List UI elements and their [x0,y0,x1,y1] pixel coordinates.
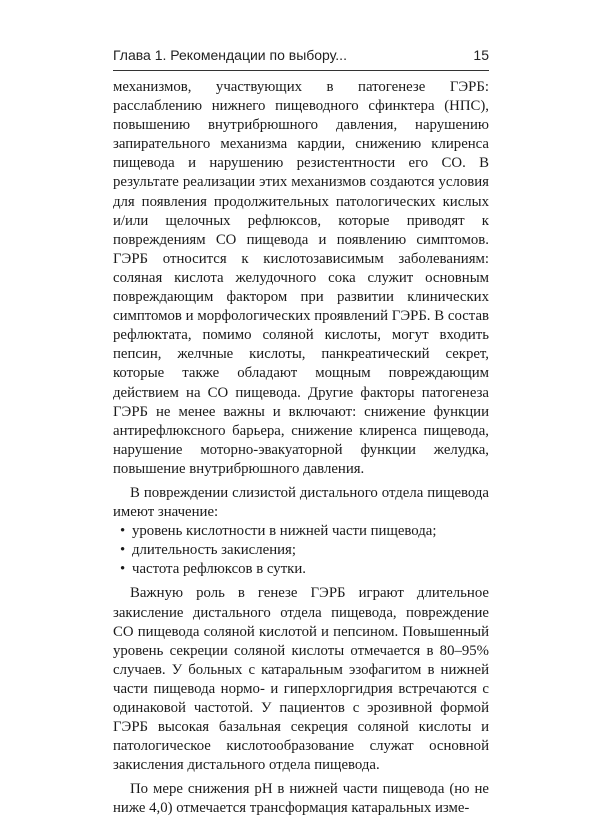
running-header [113,44,489,68]
bullet-icon: • [120,542,126,559]
list-item [113,541,489,560]
list-item-text: длительность закисления; [132,542,296,559]
list-item-text: частота рефлюксов в сутки. [132,561,306,578]
list-item [113,522,489,541]
list-item [113,560,489,579]
bullet-icon: • [120,523,126,540]
body-text [113,78,489,819]
header-divider [113,70,489,71]
list-item-text: уровень кислотности в нижней части пищевода; [132,523,437,540]
paragraph-ph-decrease: По мере снижения рН в нижней части пищевода (но не ниже 4,0) отмечается трансформация катаральных изме- [113,781,489,817]
paragraph-list-intro: В повреждении слизистой дистального отдела пищевода имеют значение: [113,484,489,521]
paragraph-acid-role: Важную роль в генезе ГЭРБ играют длительное закисление дистального отдела пищевода, повреждение СО пищевода соляной кислотой и пепсином. Повышенный уровень секреции соляной кислоты отмечается в 80–95% случаев. У больных с катаральным эзофагитом в нижней части пищевода нормо- и гиперхлоргидрия встречаются с одинаковой частотой. У пациентов с эрозивной формой ГЭРБ высокая базальная секреция соляной кислоты и патологическое кислотообразование служат основной закисления дистального отдела пищевода. [113,585,489,774]
bullet-list [113,522,489,579]
paragraph-pathogenesis: механизмов, участвующих в патогенезе ГЭРБ: расслаблению нижнего пищеводного сфинктера (НПС), повышению внутрибрюшного давления, нарушению запирательного механизма кардии, снижению клиренса пищевода и нарушению резистентности его СО. В результате реализации этих механизмов создаются условия для появления продолжительных патологических кислых и/или щелочных рефлюксов, которые приводят к повреждениям СО пищевода и появлению симптомов. ГЭРБ относится к кислотозависимым заболеваниям: соляная кислота желудочного сока служит основным повреждающим фактором при развитии клинических симптомов и морфологических проявлений ГЭРБ. В состав рефлюктата, помимо соляной кислоты, могут входить пепсин, желчные кислоты, панкреатический секрет, которые также обладают мощным повреждающим действием на СО пищевода. Другие факторы патогенеза ГЭРБ не менее важны и включают: снижение функции антирефлюксного барьера, снижение клиренса пищевода, нарушение моторно-эвакуаторной функции желудка, повышение внутрибрюшного давления. [113,79,489,477]
bullet-icon: • [120,561,126,578]
chapter-title: Глава 1. Рекомендации по выбору... [113,47,347,63]
page-number: 15 [473,47,489,63]
